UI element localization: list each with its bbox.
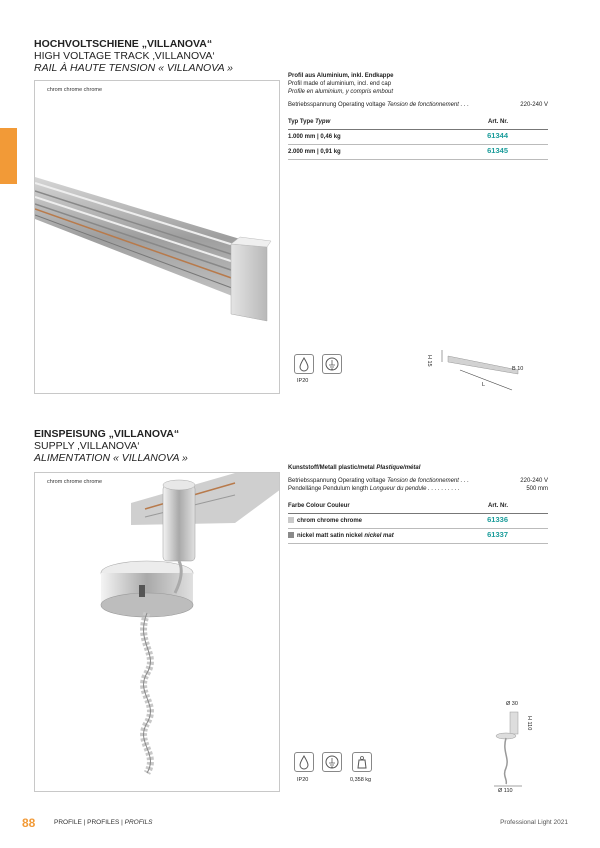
- weight-icon: [352, 752, 372, 772]
- supply-row-color: chrom chrome chrome: [297, 518, 363, 524]
- track-spec-fr: Profile en aluminium, y compris embout: [288, 89, 394, 95]
- ground-icon: [322, 354, 342, 374]
- color-swatch: [288, 532, 294, 538]
- supply-illustration: [35, 473, 280, 792]
- supply-voltage-row: [288, 477, 548, 485]
- track-title-fr: RAIL À HAUTE TENSION « VILLANOVA »: [34, 62, 233, 74]
- supply-dim-d30: Ø 30: [506, 701, 518, 707]
- track-spec-de: Profil aus Aluminium, inkl. Endkappe: [288, 73, 394, 79]
- track-row-art: 61345: [487, 146, 508, 155]
- supply-pendulum-row: [288, 485, 548, 493]
- supply-table-header: [288, 502, 548, 514]
- supply-heading: [34, 428, 188, 464]
- track-dim-b: B 10: [512, 366, 524, 372]
- footer-section: [54, 819, 152, 826]
- track-dim-l: L: [482, 382, 486, 388]
- page-number: 88: [22, 816, 36, 830]
- supply-title-fr: ALIMENTATION « VILLANOVA »: [34, 452, 188, 464]
- track-table-row: [288, 130, 548, 145]
- track-ip-label: IP20: [297, 378, 309, 384]
- supply-pendulum-label: Pendellänge Pendulum length: [288, 486, 369, 492]
- supply-col-color: Farbe Colour Couleur: [288, 503, 350, 509]
- track-col-type: Typ Type: [288, 119, 314, 125]
- footer-sec-de: PROFILE: [54, 819, 82, 826]
- supply-voltage-label-fr: Tension de fonctionnement . . .: [387, 478, 469, 484]
- track-title-de: HOCHVOLTSCHIENE „VILLANOVA“: [34, 38, 213, 50]
- track-image-box: [34, 80, 280, 394]
- supply-row-art: 61336: [487, 515, 508, 524]
- track-voltage-label: Betriebsspannung Operating voltage: [288, 102, 386, 108]
- track-row-type: 1.000 mm | 0,46 kg: [288, 134, 341, 140]
- track-spec: [288, 72, 548, 160]
- supply-pendulum-label-fr: Longueur du pendule . . . . . . . . . .: [369, 486, 460, 492]
- supply-weight: 0,358 kg: [350, 777, 372, 783]
- supply-table-row: [288, 514, 548, 529]
- track-voltage-label-fr: Tension de fonctionnement . . .: [387, 102, 469, 108]
- supply-ip-label: IP20: [297, 777, 309, 783]
- track-col-art: Art. Nr.: [487, 119, 508, 125]
- section-tab: [0, 128, 17, 184]
- ip20-drop-icon: [294, 354, 314, 374]
- supply-image-box: [34, 472, 280, 792]
- track-voltage-value: 220-240 V: [520, 102, 548, 108]
- color-swatch: [288, 517, 294, 523]
- track-image-label: chrom chrome chrome: [47, 87, 103, 93]
- track-voltage-row: [288, 101, 548, 109]
- supply-row-art: 61337: [487, 530, 508, 539]
- track-table-row: [288, 145, 548, 160]
- footer-sec-en: PROFILES: [87, 819, 120, 826]
- track-row-art: 61344: [487, 131, 508, 140]
- footer-publication: Professional Light 2021: [500, 819, 568, 826]
- supply-col-art: Art. Nr.: [487, 503, 508, 509]
- track-col-type-fr: Typw: [315, 119, 331, 125]
- supply-dim-d110: Ø 110: [498, 788, 513, 794]
- supply-pendulum-value: 500 mm: [526, 486, 548, 492]
- supply-row-color-fr: nickel mat: [364, 533, 394, 539]
- supply-row-color: nickel matt satin nickel: [297, 533, 363, 539]
- supply-table-row: [288, 529, 548, 544]
- footer-sec-fr: PROFILS: [124, 819, 153, 826]
- footer-sep: |: [83, 819, 86, 826]
- ip20-drop-icon: [294, 752, 314, 772]
- track-row-type: 2.000 mm | 0,91 kg: [288, 149, 341, 155]
- track-table-header: [288, 118, 548, 130]
- supply-title-de: EINSPEISUNG „VILLANOVA“: [34, 428, 180, 440]
- footer-sep: |: [121, 819, 123, 826]
- supply-spec-fr: Plastique/métal: [376, 465, 421, 471]
- supply-dim-h110: H 110: [526, 716, 532, 731]
- supply-image-label: chrom chrome chrome: [47, 479, 103, 485]
- ground-icon: [322, 752, 342, 772]
- track-dim-h: H 15: [426, 355, 432, 367]
- supply-spec-de: Kunststoff/Metall plastic/metal: [288, 465, 375, 471]
- track-heading: [34, 38, 233, 74]
- supply-voltage-value: 220-240 V: [520, 478, 548, 484]
- track-illustration: [35, 81, 280, 394]
- track-spec-en: Profil made of aluminium, incl. end cap: [288, 81, 392, 87]
- supply-title-en: SUPPLY ‚VILLANOVA‘: [34, 440, 140, 452]
- supply-spec: [288, 464, 548, 544]
- track-title-en: HIGH VOLTAGE TRACK ‚VILLANOVA‘: [34, 50, 215, 62]
- supply-voltage-label: Betriebsspannung Operating voltage: [288, 478, 386, 484]
